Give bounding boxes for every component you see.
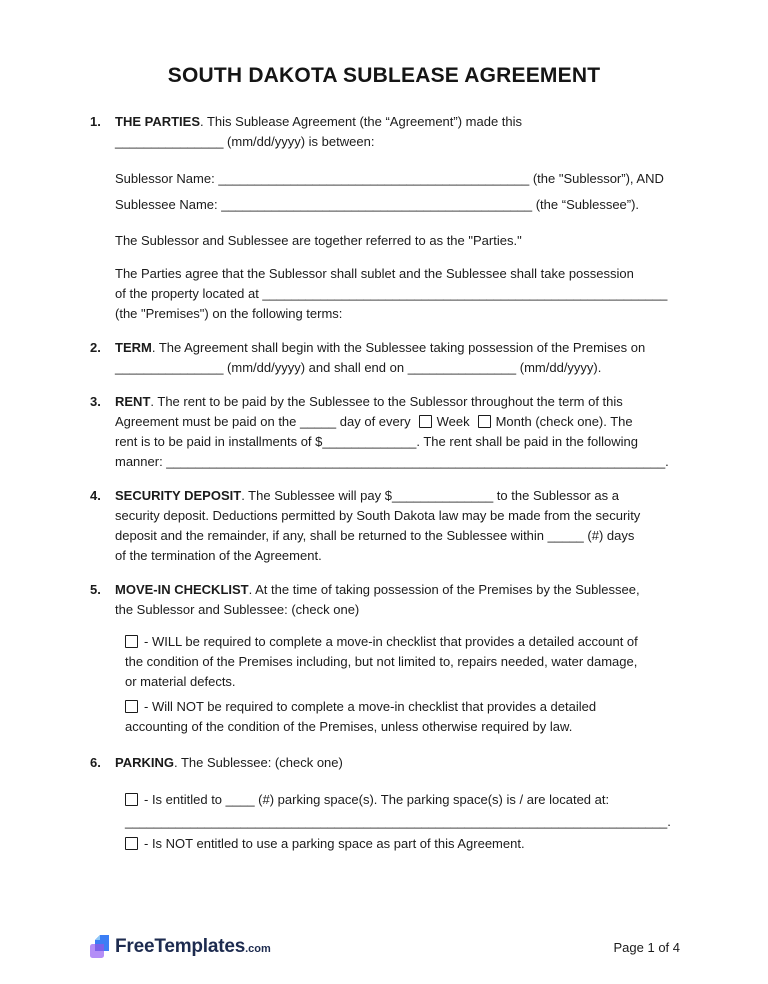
- page-title: SOUTH DAKOTA SUBLEASE AGREEMENT: [167, 64, 601, 87]
- will-checklist-checkbox[interactable]: [125, 635, 138, 648]
- parking-not-entitled-text: - Is NOT entitled to use a parking space as part of this Agreement.: [144, 836, 525, 851]
- month-checkbox[interactable]: [478, 415, 491, 428]
- section-the-parties: [90, 112, 682, 324]
- parking-entitled-text: - Is entitled to ____ (#) parking space(s). The parking space(s) is / are located at:: [144, 792, 610, 807]
- section-heading: SECURITY DEPOSIT: [115, 488, 242, 503]
- brand-tld: .com: [245, 943, 271, 955]
- freetemplates-logo-icon: [88, 934, 110, 960]
- parking-option-entitled: [125, 789, 682, 833]
- deposit-line-1: SECURITY DEPOSIT. The Sublessee will pay $______________ to the Sublessor as a: [115, 488, 619, 503]
- agreement-line-1: The Parties agree that the Sublessor shall sublet and the Sublessee shall take possession: [115, 266, 634, 281]
- section-heading: TERM: [115, 340, 152, 355]
- parties-date-blank-line: _______________ (mm/dd/yyyy) is between:: [115, 134, 375, 149]
- section-number: 5.: [90, 582, 101, 597]
- month-label: Month (check one). The: [495, 414, 633, 429]
- rent-frequency-line: Agreement must be paid on the _____ day of every Week Month (check one). The: [115, 414, 633, 429]
- section-heading: PARKING: [115, 755, 174, 770]
- page-number: Page 1 of 4: [613, 939, 680, 955]
- deposit-line-4: of the termination of the Agreement.: [115, 548, 322, 563]
- property-address-blank-line: of the property located at ________________________________________________________: [115, 286, 668, 301]
- section-number: 6.: [90, 755, 101, 770]
- will-option-text: - WILL be required to complete a move-in checklist that provides a detailed account of: [144, 634, 638, 649]
- section-heading: MOVE-IN CHECKLIST: [115, 582, 249, 597]
- checklist-line-2: the Sublessor and Sublessee: (check one): [115, 602, 360, 617]
- section-rent: [90, 392, 682, 472]
- rent-manner-blank-line: manner: _____________________________________________________________________.: [115, 454, 669, 469]
- section-number: 2.: [90, 340, 101, 355]
- week-label: Week: [436, 414, 470, 429]
- will-not-checklist-checkbox[interactable]: [125, 700, 138, 713]
- checklist-line-1: MOVE-IN CHECKLIST. At the time of taking possession of the Premises by the Sublessee,: [115, 582, 640, 597]
- will-not-option-text: - Will NOT be required to complete a move-in checklist that provides a detailed: [144, 699, 597, 714]
- section-number: 1.: [90, 114, 101, 129]
- section-term: [90, 338, 682, 378]
- section-security-deposit: [90, 486, 682, 566]
- week-checkbox[interactable]: [419, 415, 432, 428]
- section-parking: [90, 753, 682, 855]
- section-move-in-checklist: [90, 580, 682, 737]
- checklist-option-will-not: - Will NOT be required to complete a move-in checklist that provides a detailed accounting of the condition of the Premises, unless otherwise required by law.: [125, 699, 597, 734]
- freetemplates-logo[interactable]: [88, 934, 271, 960]
- parking-option-not-entitled: [125, 833, 682, 855]
- premises-terms-line: (the "Premises") on the following terms:: [115, 306, 343, 321]
- party-name-lines: [115, 166, 682, 218]
- term-line-1: TERM. The Agreement shall begin with the Sublessee taking possession of the Premises on: [115, 340, 646, 355]
- page-footer: [88, 934, 680, 960]
- document-body: [90, 112, 682, 855]
- rent-line-1: RENT. The rent to be paid by the Sublessee to the Sublessor throughout the term of this: [115, 394, 623, 409]
- parking-entitled-checkbox[interactable]: [125, 793, 138, 806]
- section-heading: THE PARTIES: [115, 114, 200, 129]
- section-number: 3.: [90, 394, 101, 409]
- parties-intro-line-1: THE PARTIES. This Sublease Agreement (the “Agreement”) made this: [115, 114, 523, 129]
- parking-not-entitled-checkbox[interactable]: [125, 837, 138, 850]
- section-number: 4.: [90, 488, 101, 503]
- rent-installments-line: rent is to be paid in installments of $_____________. The rent shall be paid in the following: [115, 434, 639, 449]
- parking-location-blank-line: ___________________________________________________________________________.: [125, 814, 671, 829]
- sublessor-name-line: Sublessor Name: ___________________________________________ (the "Sublessor”), AND: [115, 171, 664, 186]
- brand-name: FreeTemplates: [115, 936, 246, 957]
- sublessee-name-line: Sublessee Name: ___________________________________________ (the “Sublessee”).: [115, 197, 640, 212]
- parking-line-1: PARKING. The Sublessee: (check one): [115, 755, 343, 770]
- term-dates-blank-line: _______________ (mm/dd/yyyy) and shall end on _______________ (mm/dd/yyyy).: [115, 360, 602, 375]
- deposit-line-3: deposit and the remainder, if any, shall be returned to the Sublessee within _____ (#) days: [115, 528, 635, 543]
- parties-definition-line: The Sublessor and Sublessee are together referred to as the "Parties.": [115, 233, 522, 248]
- checklist-option-will: - WILL be required to complete a move-in checklist that provides a detailed account of the condition of the Premises including, but not limited to, repairs needed, water damage, or material defects.: [125, 634, 638, 689]
- deposit-line-2: security deposit. Deductions permitted by South Dakota law may be made from the security: [115, 508, 641, 523]
- section-heading: RENT: [115, 394, 151, 409]
